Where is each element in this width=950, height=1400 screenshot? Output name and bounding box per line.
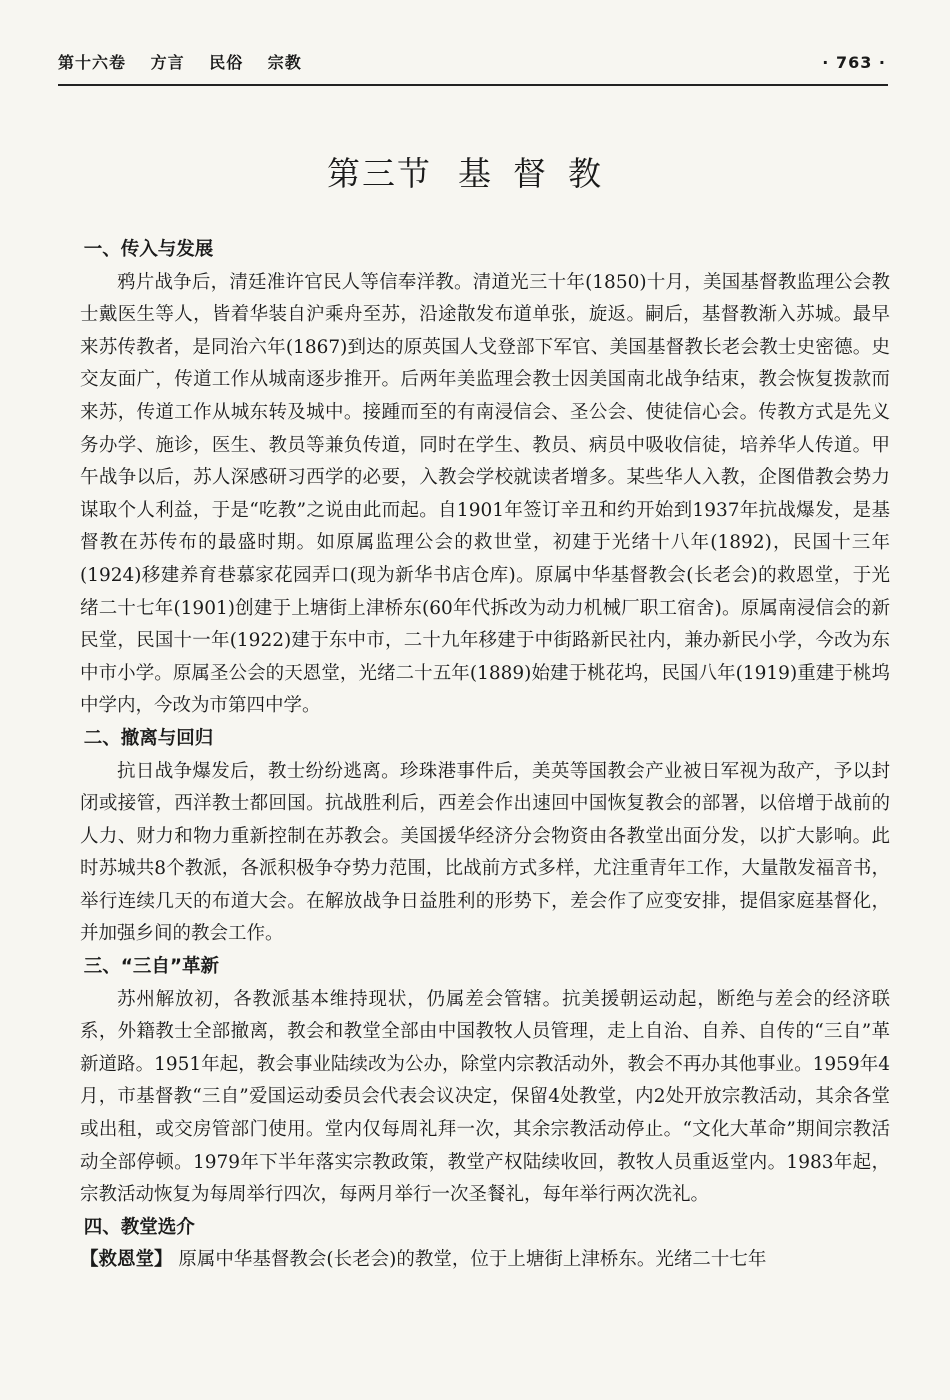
section-name: 基督教	[458, 154, 623, 193]
subsection-heading: 三、“三自”革新	[83, 956, 220, 978]
volume-label: 第十六卷	[58, 53, 127, 72]
topic-label: 民俗	[209, 53, 244, 72]
section-title	[0, 148, 950, 195]
paragraph: 苏州解放初，各教派基本维持现状，仍属差会管辖。抗美援朝运动起，断绝与差会的经济联系，外籍教士全部撤离，教会和教堂全部由中国教牧人员管理，走上自治、自养、自传的“三自”革新道路。1951年起，教会事业陆续改为公办，除堂内宗教活动外，教会不再办其他事业。1959年4月，市基督教“三自”爱国运动委员会代表会议决定，保留4处教堂，内2处开放宗教活动，其余各堂或出租，或交房管部门使用。堂内仅每周礼拜一次，其余宗教活动停止。“文化大革命”期间宗教活动全部停顿。1979年下半年落实宗教政策，教堂产权陆续收回，教牧人员重返堂内。1983年起，宗教活动恢复为每周举行四次，每两月举行一次圣餐礼，每年举行两次洗礼。	[80, 988, 890, 1206]
subsection-heading: 二、撤离与回归	[83, 727, 214, 749]
subsection-heading: 四、教堂选介	[83, 1216, 195, 1238]
section-number: 第三节	[327, 154, 432, 193]
running-head-left	[58, 50, 320, 73]
topic-label: 宗教	[267, 53, 302, 72]
running-head	[58, 50, 886, 73]
paragraph: 鸦片战争后，清廷准许官民人等信奉洋教。清道光三十年(1850)十月，美国基督教监理公会教士戴医生等人，皆着华装自沪乘舟至苏，沿途散发布道单张，旋返。嗣后，基督教渐入苏城。最早来苏传教者，是同治六年(1867)到达的原英国人戈登部下军官、美国基督教长老会教士史密德。史交友面广，传道工作从城南逐步推开。后两年美监理会教士因美国南北战争结束，教会恢复拨款而来苏，传道工作从城东转及城中。接踵而至的有南浸信会、圣公会、使徒信心会。传教方式是先义务办学、施诊，医生、教员等兼负传道，同时在学生、教员、病员中吸收信徒，培养华人传道。甲午战争以后，苏人深感研习西学的必要，入教会学校就读者增多。某些华人入教，企图借教会势力谋取个人利益，于是“吃教”之说由此而起。自1901年签订辛丑和约开始到1937年抗战爆发，是基督教在苏传布的最盛时期。如原属监理公会的救世堂，初建于光绪十八年(1892)，民国十三年(1924)移建养育巷慕家花园弄口(现为新华书店仓库)。原属中华基督教会(长老会)的救恩堂，于光绪二十七年(1901)创建于上塘街上津桥东(60年代拆改为动力机械厂职工宿舍)。原属南浸信会的新民堂，民国十一年(1922)建于东中市，二十九年移建于中街路新民社内，兼办新民小学，今改为东中市小学。原属圣公会的天恩堂，光绪二十五年(1889)始建于桃花坞，民国八年(1919)重建于桃坞中学内，今改为市第四中学。	[80, 271, 890, 717]
subsection-heading: 一、传入与发展	[83, 239, 214, 260]
page-number: · 763 ·	[822, 53, 886, 72]
body-text	[80, 234, 890, 1277]
church-entry	[80, 1244, 890, 1277]
topic-label: 方言	[150, 53, 185, 72]
paragraph: 抗日战争爆发后，教士纷纷逃离。珍珠港事件后，美英等国教会产业被日军视为敌产，予以封闭或接管，西洋教士都回国。抗战胜利后，西差会作出速回中国恢复教会的部署，以倍增于战前的人力、财力和物力重新控制在苏教会。美国援华经济分会物资由各教堂出面分发，以扩大影响。此时苏城共8个教派，各派积极争夺势力范围，比战前方式多样，尤注重青年工作，大量散发福音书，举行连续几天的布道大会。在解放战争日益胜利的形势下，差会作了应变安排，提倡家庭基督化，并加强乡间的教会工作。	[80, 760, 890, 945]
church-entry-label: 【救恩堂】	[80, 1249, 173, 1271]
header-rule	[58, 84, 888, 86]
church-entry-text: 原属中华基督教会(长老会)的教堂，位于上塘街上津桥东。光绪二十七年	[178, 1249, 767, 1271]
